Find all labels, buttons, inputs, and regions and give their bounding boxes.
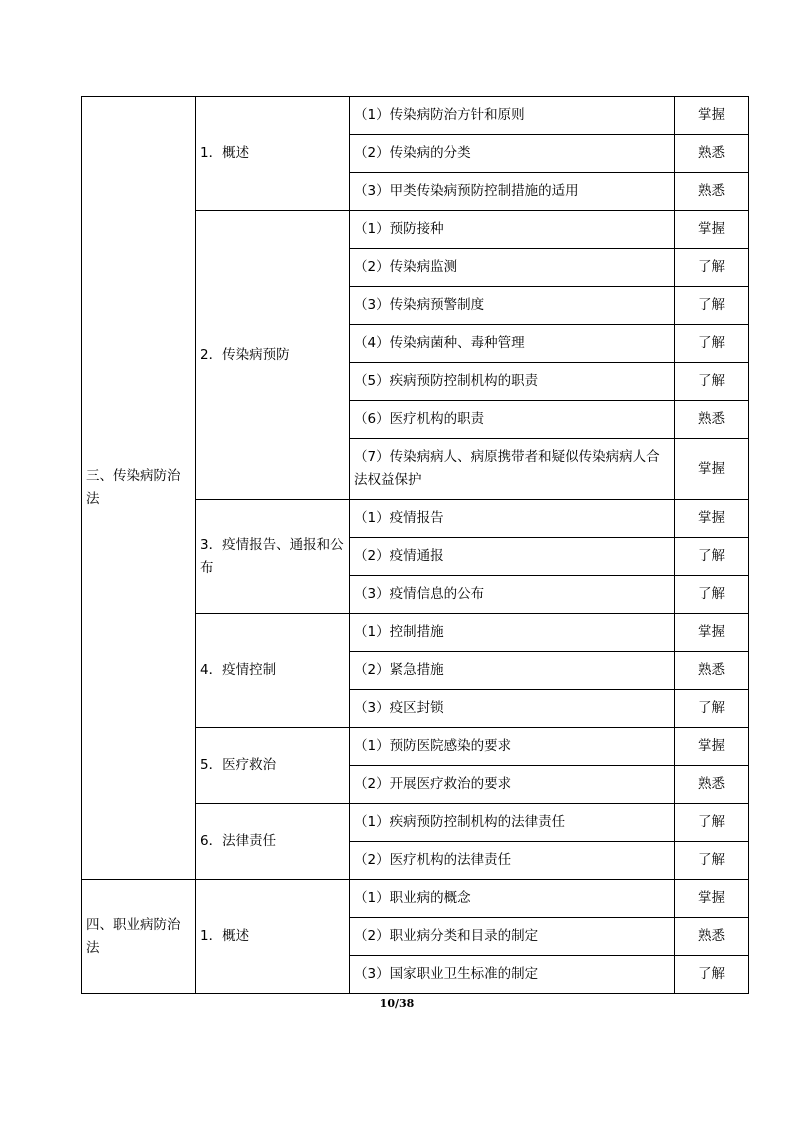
mastery-level: 熟悉 (675, 135, 749, 173)
mastery-level: 了解 (675, 325, 749, 363)
unit-title: 3．疫情报告、通报和公布 (196, 500, 350, 614)
unit-title: 6．法律责任 (196, 804, 350, 880)
mastery-level: 了解 (675, 576, 749, 614)
item-text: （6）医疗机构的职责 (350, 401, 675, 439)
item-text: （3）疫区封锁 (350, 690, 675, 728)
mastery-level: 掌握 (675, 728, 749, 766)
mastery-level: 了解 (675, 363, 749, 401)
mastery-level: 掌握 (675, 97, 749, 135)
mastery-level: 了解 (675, 842, 749, 880)
item-text: （3）甲类传染病预防控制措施的适用 (350, 173, 675, 211)
item-text: （2）职业病分类和目录的制定 (350, 918, 675, 956)
mastery-level: 了解 (675, 287, 749, 325)
item-text: （2）传染病的分类 (350, 135, 675, 173)
mastery-level: 掌握 (675, 439, 749, 500)
unit-title: 1．概述 (196, 97, 350, 211)
mastery-level: 掌握 (675, 614, 749, 652)
item-text: （7）传染病病人、病原携带者和疑似传染病病人合法权益保护 (350, 439, 675, 500)
unit-title: 5．医疗救治 (196, 728, 350, 804)
table-row (82, 97, 749, 135)
item-text: （3）传染病预警制度 (350, 287, 675, 325)
chapter-title: 三、传染病防治法 (82, 97, 196, 880)
item-text: （1）疫情报告 (350, 500, 675, 538)
mastery-level: 熟悉 (675, 918, 749, 956)
mastery-level: 掌握 (675, 880, 749, 918)
table-row (82, 880, 749, 918)
item-text: （2）医疗机构的法律责任 (350, 842, 675, 880)
mastery-level: 掌握 (675, 211, 749, 249)
item-text: （3）国家职业卫生标准的制定 (350, 956, 675, 994)
chapter-title: 四、职业病防治法 (82, 880, 196, 994)
mastery-level: 了解 (675, 804, 749, 842)
mastery-level: 熟悉 (675, 766, 749, 804)
mastery-level: 了解 (675, 956, 749, 994)
item-text: （1）疾病预防控制机构的法律责任 (350, 804, 675, 842)
mastery-level: 熟悉 (675, 173, 749, 211)
mastery-level: 掌握 (675, 500, 749, 538)
unit-title: 4．疫情控制 (196, 614, 350, 728)
item-text: （2）传染病监测 (350, 249, 675, 287)
item-text: （4）传染病菌种、毒种管理 (350, 325, 675, 363)
item-text: （5）疾病预防控制机构的职责 (350, 363, 675, 401)
mastery-level: 了解 (675, 538, 749, 576)
item-text: （1）传染病防治方针和原则 (350, 97, 675, 135)
mastery-level: 了解 (675, 249, 749, 287)
unit-title: 1．概述 (196, 880, 350, 994)
mastery-level: 熟悉 (675, 401, 749, 439)
item-text: （1）职业病的概念 (350, 880, 675, 918)
item-text: （2）紧急措施 (350, 652, 675, 690)
item-text: （1）控制措施 (350, 614, 675, 652)
page-number: 10/38 (379, 997, 415, 1010)
item-text: （2）开展医疗救治的要求 (350, 766, 675, 804)
mastery-level: 熟悉 (675, 652, 749, 690)
item-text: （1）预防医院感染的要求 (350, 728, 675, 766)
item-text: （2）疫情通报 (350, 538, 675, 576)
item-text: （3）疫情信息的公布 (350, 576, 675, 614)
syllabus-table (81, 96, 749, 994)
unit-title: 2．传染病预防 (196, 211, 350, 500)
mastery-level: 了解 (675, 690, 749, 728)
item-text: （1）预防接种 (350, 211, 675, 249)
